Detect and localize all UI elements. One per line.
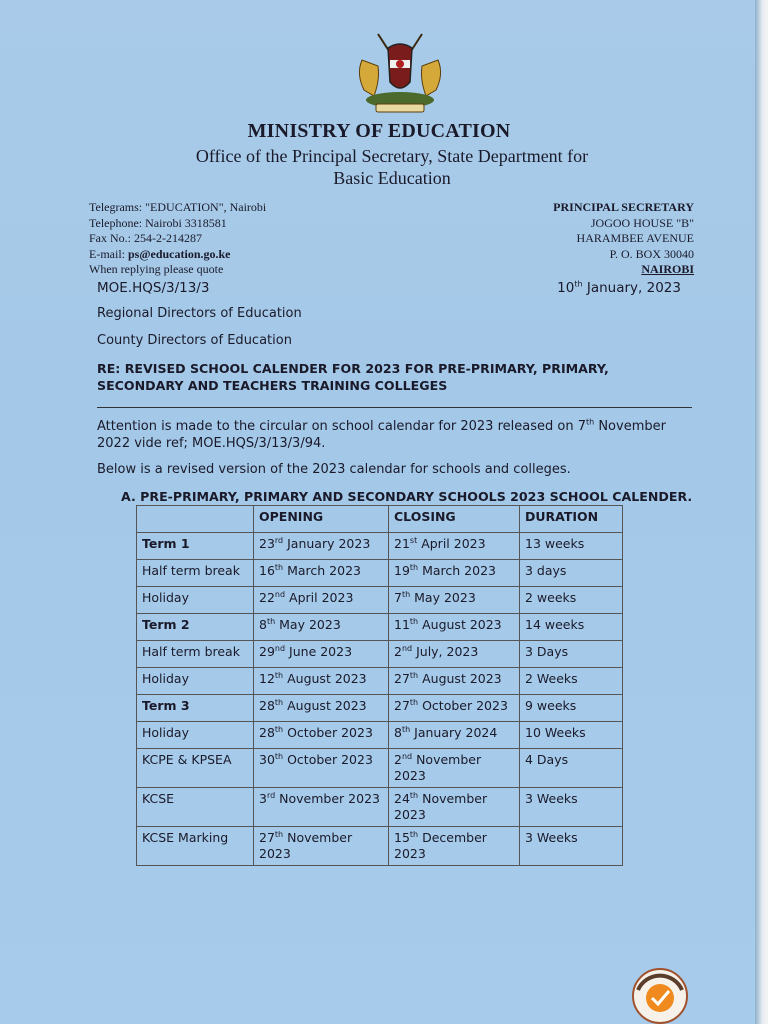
date-month-year: August 2023	[418, 671, 502, 686]
date-month-year: November 2023	[259, 830, 353, 861]
date-day: 11	[394, 617, 410, 632]
cell-duration: 3 Weeks	[520, 788, 623, 827]
office-line-2: Basic Education	[333, 168, 451, 188]
table-row	[137, 560, 623, 587]
date-month-year: October 2023	[283, 725, 373, 740]
table-row	[137, 668, 623, 695]
date-day: 8	[259, 617, 267, 632]
fax-line: Fax No.: 254-2-214287	[89, 231, 202, 245]
cell-duration: 4 Days	[520, 749, 623, 788]
table-body	[137, 533, 623, 866]
subject-divider	[97, 407, 692, 408]
date-suffix: th	[409, 697, 419, 707]
date-day: 28	[259, 698, 275, 713]
date-day: 8	[394, 725, 402, 740]
date-suffix: th	[409, 829, 419, 839]
header-closing: CLOSING	[389, 506, 520, 533]
letter-date	[557, 280, 681, 296]
para1-suffix: th	[585, 417, 595, 427]
table-row	[137, 827, 623, 866]
cell-opening	[254, 587, 389, 614]
header-opening: OPENING	[254, 506, 389, 533]
cell-event: KCSE	[137, 788, 254, 827]
cell-opening	[254, 614, 389, 641]
cell-closing	[389, 722, 520, 749]
date-day: 10	[557, 280, 575, 296]
date-month-year: October 2023	[283, 752, 373, 767]
date-suffix: th	[274, 670, 284, 680]
cell-event: Term 1	[137, 533, 254, 560]
date-month-year: August 2023	[283, 671, 367, 686]
cell-duration: 2 Weeks	[520, 668, 623, 695]
date-day: 24	[394, 791, 410, 806]
cell-closing	[389, 641, 520, 668]
date-suffix: rd	[274, 535, 284, 545]
cell-opening	[254, 560, 389, 587]
telegrams-line: Telegrams: "EDUCATION", Nairobi	[89, 200, 267, 214]
ministry-title: MINISTRY OF EDUCATION	[247, 120, 511, 142]
table-row	[137, 695, 623, 722]
date-day: 2	[394, 644, 402, 659]
date-day: 27	[259, 830, 275, 845]
date-suffix: nd	[401, 643, 413, 653]
cell-closing	[389, 668, 520, 695]
table-row	[137, 587, 623, 614]
section-a-title: A. PRE-PRIMARY, PRIMARY AND SECONDARY SCHOOLS 2023 SCHOOL CALENDER.	[121, 489, 693, 504]
table-row	[137, 722, 623, 749]
date-month-year: August 2023	[418, 617, 502, 632]
cell-opening	[254, 749, 389, 788]
date-month-year: April 2023	[285, 590, 354, 605]
cell-event: Half term break	[137, 560, 254, 587]
date-suffix: th	[574, 279, 583, 289]
cell-event: Holiday	[137, 587, 254, 614]
cell-duration: 13 weeks	[520, 533, 623, 560]
date-month-year: May 2023	[410, 590, 476, 605]
date-day: 7	[394, 590, 402, 605]
date-month-year: November 2023	[394, 752, 482, 783]
date-suffix: rd	[266, 790, 276, 800]
table-row	[137, 641, 623, 668]
date-suffix: th	[274, 697, 284, 707]
date-month-year: May 2023	[275, 617, 341, 632]
office-line-1: Office of the Principal Secretary, State Department for	[195, 146, 589, 166]
date-month-year: August 2023	[283, 698, 367, 713]
address-city: NAIROBI	[641, 262, 694, 276]
email-address: ps@education.go.ke	[128, 246, 231, 261]
date-day: 16	[259, 563, 275, 578]
table-row	[137, 788, 623, 827]
date-day: 15	[394, 830, 410, 845]
date-day: 2	[394, 752, 402, 767]
cell-opening	[254, 533, 389, 560]
date-suffix: nd	[401, 751, 413, 761]
cell-event: Holiday	[137, 668, 254, 695]
date-month-year: March 2023	[283, 563, 361, 578]
date-month-year: July, 2023	[412, 644, 479, 659]
header-duration: DURATION	[520, 506, 623, 533]
telephone-line: Telephone: Nairobi 3318581	[89, 215, 227, 230]
date-month-year: November 2023	[394, 791, 488, 822]
cell-duration: 3 Weeks	[520, 827, 623, 866]
date-day: 30	[259, 752, 275, 767]
date-suffix: th	[274, 724, 284, 734]
date-day: 23	[259, 536, 275, 551]
date-month-year: October 2023	[418, 698, 508, 713]
para1-part-b: November 2022 vide ref; MOE.HQS/3/13/3/94.	[97, 419, 666, 451]
date-day: 27	[394, 698, 410, 713]
date-suffix: th	[409, 670, 419, 680]
recipient-county: County Directors of Education	[97, 333, 292, 348]
kenya-coat-of-arms-icon	[348, 30, 452, 116]
date-month-year: January 2024	[410, 725, 498, 740]
date-month-year: June 2023	[285, 644, 353, 659]
cell-opening	[254, 668, 389, 695]
date-month-year: December 2023	[394, 830, 487, 861]
cell-closing	[389, 560, 520, 587]
cell-event: KCPE & KPSEA	[137, 749, 254, 788]
cell-event: Half term break	[137, 641, 254, 668]
email-line	[89, 247, 266, 263]
date-suffix: nd	[274, 589, 286, 599]
date-day: 27	[394, 671, 410, 686]
cell-event: Term 3	[137, 695, 254, 722]
table-row	[137, 614, 623, 641]
address-line-3: P. O. BOX 30040	[609, 246, 694, 261]
table-row	[137, 533, 623, 560]
cell-opening	[254, 641, 389, 668]
date-suffix: th	[401, 589, 411, 599]
date-day: 21	[394, 536, 410, 551]
cell-duration: 14 weeks	[520, 614, 623, 641]
cell-duration: 10 Weeks	[520, 722, 623, 749]
paragraph-below: Below is a revised version of the 2023 calendar for schools and colleges.	[97, 462, 571, 477]
letter-reference: MOE.HQS/3/13/3	[97, 280, 210, 296]
date-day: 12	[259, 671, 275, 686]
cell-opening	[254, 695, 389, 722]
cell-closing	[389, 587, 520, 614]
date-suffix: th	[274, 829, 284, 839]
cell-opening	[254, 722, 389, 749]
cell-duration: 9 weeks	[520, 695, 623, 722]
date-day: 29	[259, 644, 275, 659]
date-day: 19	[394, 563, 410, 578]
date-day: 28	[259, 725, 275, 740]
cell-opening	[254, 788, 389, 827]
cell-closing	[389, 788, 520, 827]
date-suffix: st	[409, 535, 418, 545]
cell-duration: 3 days	[520, 560, 623, 587]
date-month-year: April 2023	[417, 536, 486, 551]
address-line-1: JOGOO HOUSE "B"	[590, 215, 694, 230]
address-title: PRINCIPAL SECRETARY	[553, 200, 694, 214]
date-suffix: nd	[274, 643, 286, 653]
date-suffix: th	[274, 562, 284, 572]
date-month-year: November 2023	[275, 791, 380, 806]
date-suffix: th	[266, 616, 276, 626]
reply-note: When replying please quote	[89, 262, 224, 276]
date-month-year: January, 2023	[582, 280, 681, 296]
table-row	[137, 749, 623, 788]
table-header-row	[137, 506, 623, 533]
cell-opening	[254, 827, 389, 866]
email-label: E-mail:	[89, 246, 128, 261]
recipient-regional: Regional Directors of Education	[97, 306, 302, 321]
date-month-year: January 2023	[283, 536, 371, 551]
date-month-year: March 2023	[418, 563, 496, 578]
subject-line: RE: REVISED SCHOOL CALENDER FOR 2023 FOR PRE-PRIMARY, PRIMARY, SECONDARY AND TEACHERS TRAINING COLLEGES	[97, 361, 609, 393]
address-block	[553, 200, 694, 278]
date-suffix: th	[409, 562, 419, 572]
date-suffix: th	[409, 616, 419, 626]
date-suffix: th	[274, 751, 284, 761]
date-day: 3	[259, 791, 267, 806]
cell-closing	[389, 533, 520, 560]
cell-closing	[389, 614, 520, 641]
cell-event: Holiday	[137, 722, 254, 749]
cell-closing	[389, 695, 520, 722]
cell-event: KCSE Marking	[137, 827, 254, 866]
address-line-2: HARAMBEE AVENUE	[576, 231, 694, 245]
cell-closing	[389, 749, 520, 788]
cell-closing	[389, 827, 520, 866]
cell-duration: 3 Days	[520, 641, 623, 668]
contact-block	[89, 200, 266, 278]
header-event	[137, 506, 254, 533]
iso-certification-seal-icon	[630, 966, 690, 1024]
cell-duration: 2 weeks	[520, 587, 623, 614]
para1-part-a: Attention is made to the circular on school calendar for 2023 released on 7	[97, 419, 586, 434]
date-suffix: th	[401, 724, 411, 734]
school-calendar-table	[136, 505, 623, 866]
cell-event: Term 2	[137, 614, 254, 641]
paragraph-attention	[97, 418, 697, 452]
date-suffix: th	[409, 790, 419, 800]
date-day: 22	[259, 590, 275, 605]
